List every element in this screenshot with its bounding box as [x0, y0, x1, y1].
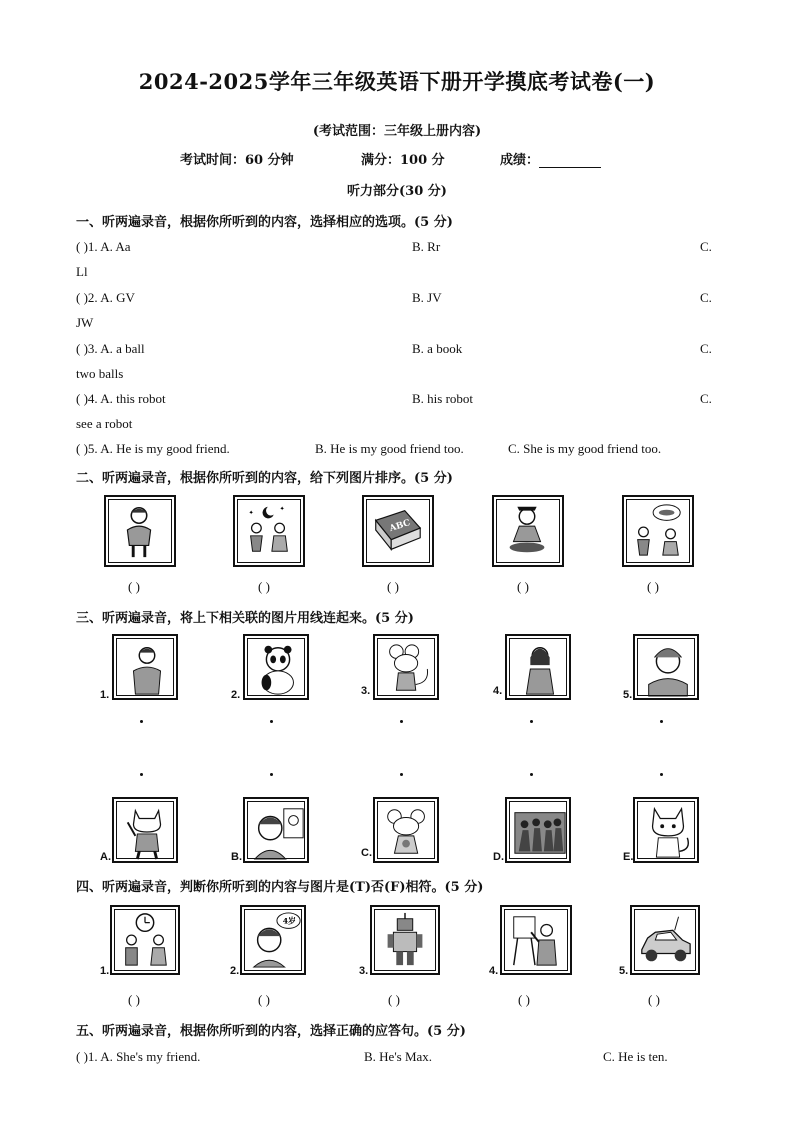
grandmother-icon: [639, 640, 697, 698]
s2-answer-3[interactable]: ( ): [387, 579, 399, 594]
s5-q1-b: B. He's Max.: [364, 1049, 433, 1064]
s4-label-3: 3.: [359, 965, 369, 977]
s3-top-dot-4[interactable]: [530, 720, 533, 723]
svg-text:ABC: ABC: [388, 518, 412, 535]
s3-bottom-label-e: E.: [623, 851, 634, 863]
s1-q3-c-text: two balls: [76, 366, 124, 381]
s2-answer-5[interactable]: ( ): [647, 579, 659, 594]
result-blank[interactable]: [539, 155, 601, 168]
section-5-heading: 五、听两遍录音，根据你所听到的内容，选择正确的应答句。(5 分): [76, 1024, 466, 1039]
s4-picture-1: [110, 905, 180, 975]
s1-q4-c: C.: [700, 391, 712, 406]
s1-q1-b: B. Rr: [412, 239, 441, 254]
picture-thinking-children: [622, 495, 694, 567]
s4-answer-1[interactable]: ( ): [128, 992, 140, 1007]
section-1-heading: 一、听两遍录音，根据你所听到的内容，选择相应的选项。(5 分): [76, 215, 453, 230]
moon-icon: [239, 501, 297, 559]
s4-label-1: 1.: [100, 965, 110, 977]
svg-text:✦: ✦: [279, 506, 285, 513]
s2-answer-2[interactable]: ( ): [258, 579, 270, 594]
s3-bottom-picture-b: [243, 797, 309, 863]
s3-bottom-label-a: A.: [100, 851, 111, 863]
s1-q5-a: ( )5. A. He is my good friend.: [76, 441, 230, 456]
s3-top-picture-4: [505, 634, 571, 700]
s3-top-dot-2[interactable]: [270, 720, 273, 723]
s3-bottom-dot-d[interactable]: [530, 773, 533, 776]
cat-icon: [118, 803, 176, 861]
s4-label-5: 5.: [619, 965, 629, 977]
exam-time: 考试时间：60 分钟: [180, 153, 294, 168]
family-photo-icon: [511, 803, 569, 861]
s4-answer-2[interactable]: ( ): [258, 992, 270, 1007]
s3-top-picture-3: [373, 634, 439, 700]
thought-bubble-icon: [628, 501, 686, 559]
s2-answer-1[interactable]: ( ): [128, 579, 140, 594]
girl-icon: [511, 640, 569, 698]
exam-title: 2024-2025学年三年级英语下册开学摸底考试卷(一): [138, 69, 656, 94]
picture-abc-book: [362, 495, 434, 567]
s1-q4-b: B. his robot: [412, 391, 474, 406]
s1-q4-c-text: see a robot: [76, 416, 133, 431]
s1-q2-c: C.: [700, 290, 712, 305]
s3-top-label-1: 1.: [100, 689, 110, 701]
boy-mirror-icon: [249, 803, 307, 861]
picture-boy: [104, 495, 176, 567]
svg-text:4岁: 4岁: [282, 916, 296, 926]
s3-top-picture-2: [243, 634, 309, 700]
speech-bubble-icon: [246, 911, 304, 969]
s3-bottom-dot-a[interactable]: [140, 773, 143, 776]
s1-q5-c: C. She is my good friend too.: [508, 441, 662, 456]
s3-top-picture-5: [633, 634, 699, 700]
listening-part-title: 听力部分(30 分): [347, 184, 447, 199]
s3-top-label-4: 4.: [493, 685, 503, 697]
s1-q1-c: C.: [700, 239, 712, 254]
picture-night-children: [233, 495, 305, 567]
s4-answer-5[interactable]: ( ): [648, 992, 660, 1007]
s1-q2-a: ( )2. A. GV: [76, 290, 135, 305]
s3-top-dot-5[interactable]: [660, 720, 663, 723]
exam-result: 成绩：: [500, 149, 601, 168]
s1-q5-b: B. He is my good friend too.: [315, 441, 464, 456]
s4-answer-4[interactable]: ( ): [518, 992, 530, 1007]
s1-q2-c-text: JW: [76, 315, 94, 330]
s4-picture-4: [500, 905, 572, 975]
section-3-heading: 三、听两遍录音，将上下相关联的图片用线连起来。(5 分): [76, 611, 414, 626]
s3-top-label-5: 5.: [623, 689, 633, 701]
s4-label-4: 4.: [489, 965, 499, 977]
boy-icon: [110, 501, 168, 559]
s3-bottom-dot-b[interactable]: [270, 773, 273, 776]
mouse-icon: [379, 803, 437, 861]
s3-bottom-label-b: B.: [231, 851, 242, 863]
s5-q1-c: C. He is ten.: [603, 1049, 668, 1064]
doll-icon: [498, 501, 556, 559]
s3-top-picture-1: [112, 634, 178, 700]
panda-icon: [249, 640, 307, 698]
s3-top-dot-1[interactable]: [140, 720, 143, 723]
exam-full-score: 满分：100 分: [361, 153, 445, 168]
exam-scope: (考试范围：三年级上册内容): [312, 124, 482, 139]
svg-text:✦: ✦: [248, 510, 254, 517]
cat-icon: [639, 803, 697, 861]
clock-icon: [116, 911, 174, 969]
book-icon: [368, 501, 426, 559]
s4-label-2: 2.: [230, 965, 240, 977]
toy-car-icon: [636, 911, 694, 969]
s3-bottom-picture-e: [633, 797, 699, 863]
s3-bottom-dot-e[interactable]: [660, 773, 663, 776]
s3-top-dot-3[interactable]: [400, 720, 403, 723]
s3-bottom-picture-d: [505, 797, 571, 863]
s4-picture-2: [240, 905, 306, 975]
s1-q1-a: ( )1. A. Aa: [76, 239, 131, 254]
s3-bottom-label-d: D.: [493, 851, 504, 863]
s1-q3-b: B. a book: [412, 341, 463, 356]
s4-picture-3: [370, 905, 440, 975]
s3-bottom-picture-c: [373, 797, 439, 863]
s3-bottom-dot-c[interactable]: [400, 773, 403, 776]
s5-q1-a: ( )1. A. She's my friend.: [76, 1049, 201, 1064]
s1-q3-a: ( )3. A. a ball: [76, 341, 145, 356]
s1-q2-b: B. JV: [412, 290, 442, 305]
picture-doll: [492, 495, 564, 567]
section-2-heading: 二、听两遍录音，根据你所听到的内容，给下列图片排序。(5 分): [76, 471, 453, 486]
s2-answer-4[interactable]: ( ): [517, 579, 529, 594]
robot-icon: [376, 911, 434, 969]
s1-q4-a: ( )4. A. this robot: [76, 391, 166, 406]
boy-icon: [118, 640, 176, 698]
s3-bottom-picture-a: [112, 797, 178, 863]
s1-q1-c-text: Ll: [76, 264, 88, 279]
mouse-icon: [379, 640, 437, 698]
s1-q3-c: C.: [700, 341, 712, 356]
painter-easel-icon: [506, 911, 564, 969]
s4-answer-3[interactable]: ( ): [388, 992, 400, 1007]
s3-bottom-label-c: C.: [361, 847, 372, 859]
section-4-heading: 四、听两遍录音，判断你所听到的内容与图片是(T)否(F)相符。(5 分): [76, 880, 484, 895]
s3-top-label-3: 3.: [361, 685, 371, 697]
s4-picture-5: [630, 905, 700, 975]
s3-top-label-2: 2.: [231, 689, 241, 701]
